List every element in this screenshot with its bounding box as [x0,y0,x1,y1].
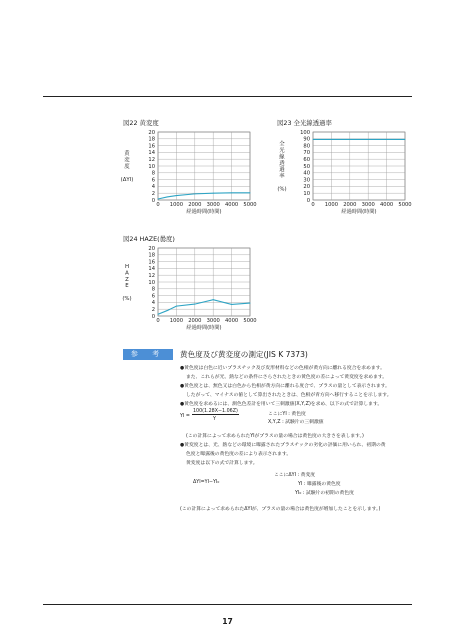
y-tick-label: 10 [148,163,155,170]
x-tick-label: 0 [311,202,315,208]
y-tick-label: 20 [303,184,310,191]
y-tick-label: 18 [148,252,155,259]
x-tick-label: 3000 [206,318,220,324]
y-axis-label-char: 過 [279,167,285,174]
data-point [158,314,159,315]
note-line: (この計算によって求められたΔYIが、プラスの量の場合は黄色度が増加したことを示します。) [180,507,381,512]
y-axis-label-char: E [125,283,129,290]
body-line: ●黄色度を求めるには、測色色差計を用いて三刺激値(X,Y,Z)を求め、以下の式で計算します。 [180,402,383,407]
x-tick-label: 4000 [379,202,394,208]
data-point [250,303,251,304]
data-point [213,193,214,194]
data-point [213,299,214,300]
x-axis-label: 経過時間(時間) [341,209,377,215]
y-axis-label-char: Z [125,276,129,283]
figure-22-svg [115,127,260,219]
y-tick-label: 2 [151,191,155,197]
y-axis-label-char: 変 [124,157,130,164]
y-axis-label-char: A [125,270,129,277]
data-point [331,139,332,140]
data-point [405,139,406,140]
y-tick-label: 12 [148,157,155,163]
body-line: 色度と曝露後の黄色度の差により表示されます。 [186,452,292,457]
data-point [368,139,369,140]
y-axis-label-char: 透 [279,160,285,167]
data-point [313,139,314,140]
y-tick-label: 18 [148,136,155,143]
y-tick-label: 6 [151,177,155,184]
body-line: また、これらが光、熱などの条件にさらされたときの黄色度の差によって黄変度を求めます。 [186,375,388,380]
x-tick-label: 2000 [343,202,357,208]
data-point [194,304,195,305]
data-point [349,139,350,140]
x-tick-label: 1000 [169,318,184,324]
x-tick-label: 0 [156,318,160,324]
x-tick-label: 0 [156,202,160,208]
x-tick-label: 3000 [361,202,375,208]
y-axis-label-char: 度 [124,164,130,170]
y-tick-label: 14 [148,266,155,273]
figure-24-svg [115,243,260,335]
y-axis-label-char: 黄 [124,151,130,158]
body-line: したがって、マイナスの値として算出されたときは、色相が青方向へ移行することを示します。 [186,393,392,398]
y-tick-label: 40 [303,170,310,177]
y-tick-label: 0 [306,197,310,204]
y-tick-label: 8 [151,170,155,177]
y-tick-label: 20 [148,245,155,252]
y-tick-label: 6 [151,293,155,300]
x-tick-label: 1000 [169,202,184,208]
y-axis-label-char: 全 [279,141,285,148]
y-axis-label-char: (ΔYI) [120,176,134,183]
x-tick-label: 4000 [224,202,239,208]
data-point [167,196,168,197]
y-tick-label: 50 [303,163,310,170]
reference-title: 黄色度及び黄変度の測定(JIS K 7373) [180,350,308,359]
formula-def: X,Y,Z : 試験片の三刺激値 [268,420,324,425]
figure-22-title: 図22 黄変度 [123,119,159,127]
y-axis-label-char: (%) [122,296,132,302]
y-tick-label: 60 [303,157,310,163]
bottom-rule [43,604,412,605]
y-tick-label: 4 [151,300,155,307]
y-tick-label: 20 [148,129,155,136]
reference-badge: 参 考 [123,349,173,360]
x-tick-label: 5000 [398,202,412,208]
page-number: 17 [222,617,233,626]
body-line: 黄変度は以下の式で計算します。 [186,461,258,466]
formula-equation: ΔYI=YI−YI₀ [193,480,220,485]
note-line: (この計算によって求められたYIがプラスの量の場合は黄色度の大きさを表します。) [186,434,364,439]
figure-22-chart [115,127,260,219]
figure-23-chart [270,127,415,219]
y-tick-label: 80 [303,143,310,150]
y-axis-label-char: (%) [277,186,287,193]
y-tick-label: 70 [303,150,310,157]
y-tick-label: 16 [148,259,155,266]
data-point [231,304,232,305]
x-tick-label: 3000 [206,202,220,208]
x-tick-label: 5000 [243,318,257,324]
x-tick-label: 1000 [324,202,339,208]
data-point [194,193,195,194]
x-tick-label: 4000 [224,318,239,324]
figure-23-title: 図23 全光線透過率 [277,119,332,127]
formula-def: YI : 曝露後の黄色度 [298,482,341,487]
y-axis-label-char: 光 [279,148,285,154]
y-tick-label: 2 [151,307,155,313]
y-tick-label: 4 [151,184,155,191]
y-tick-label: 10 [303,191,310,197]
y-tick-label: 12 [148,273,155,279]
y-tick-label: 14 [148,150,155,157]
body-line: ●黄色度とは、無色又は白色から色相が黄方向に離れる度合で、プラスの量として表示されます。 [180,384,390,389]
y-axis-label-char: 率 [279,173,285,180]
y-axis-label-char: 線 [279,154,285,161]
formula-numerator: 100(1.28X−1.06Z) [193,409,238,414]
top-rule [43,96,412,97]
data-point [386,139,387,140]
figure-24-chart [115,243,260,335]
formula-def: YI₀ : 試験片の初期の黄色度 [295,491,354,496]
y-tick-label: 8 [151,286,155,293]
y-axis-label-char: H [124,264,130,270]
x-axis-label: 経過時間(時間) [186,209,222,215]
data-point [231,192,232,193]
x-axis-label: 経過時間(時間) [186,325,222,331]
body-line: ●黄色度は白色に近いプラスチック及び皮形材料などの色相が黄方向に離れる度合を求めます。 [180,366,385,371]
data-point [250,192,251,193]
y-tick-label: 10 [148,279,155,286]
y-tick-label: 0 [151,197,155,204]
x-tick-label: 2000 [188,202,202,208]
formula-lhs: YI = [180,414,190,419]
y-tick-label: 16 [148,143,155,150]
formula-def: ここにYI : 黄色度 [268,412,306,417]
data-point [176,306,177,307]
y-tick-label: 30 [303,177,310,184]
x-tick-label: 5000 [243,202,257,208]
figure-23-svg [270,127,415,219]
y-tick-label: 100 [300,129,310,136]
figure-24-title: 図24 HAZE(曇度) [123,235,175,243]
body-line: ●黄変度とは、光、熱などの環境に曝露されたプラスチックの劣化の評価に用いられ、初期の黄 [180,443,386,448]
data-point [176,195,177,196]
data-point [158,198,159,199]
formula-def: ここにΔYI : 黄変度 [274,473,316,478]
y-tick-label: 90 [303,136,310,143]
formula-denominator: Y [213,417,216,422]
x-tick-label: 2000 [188,318,202,324]
y-tick-label: 0 [151,313,155,320]
data-point [167,310,168,311]
